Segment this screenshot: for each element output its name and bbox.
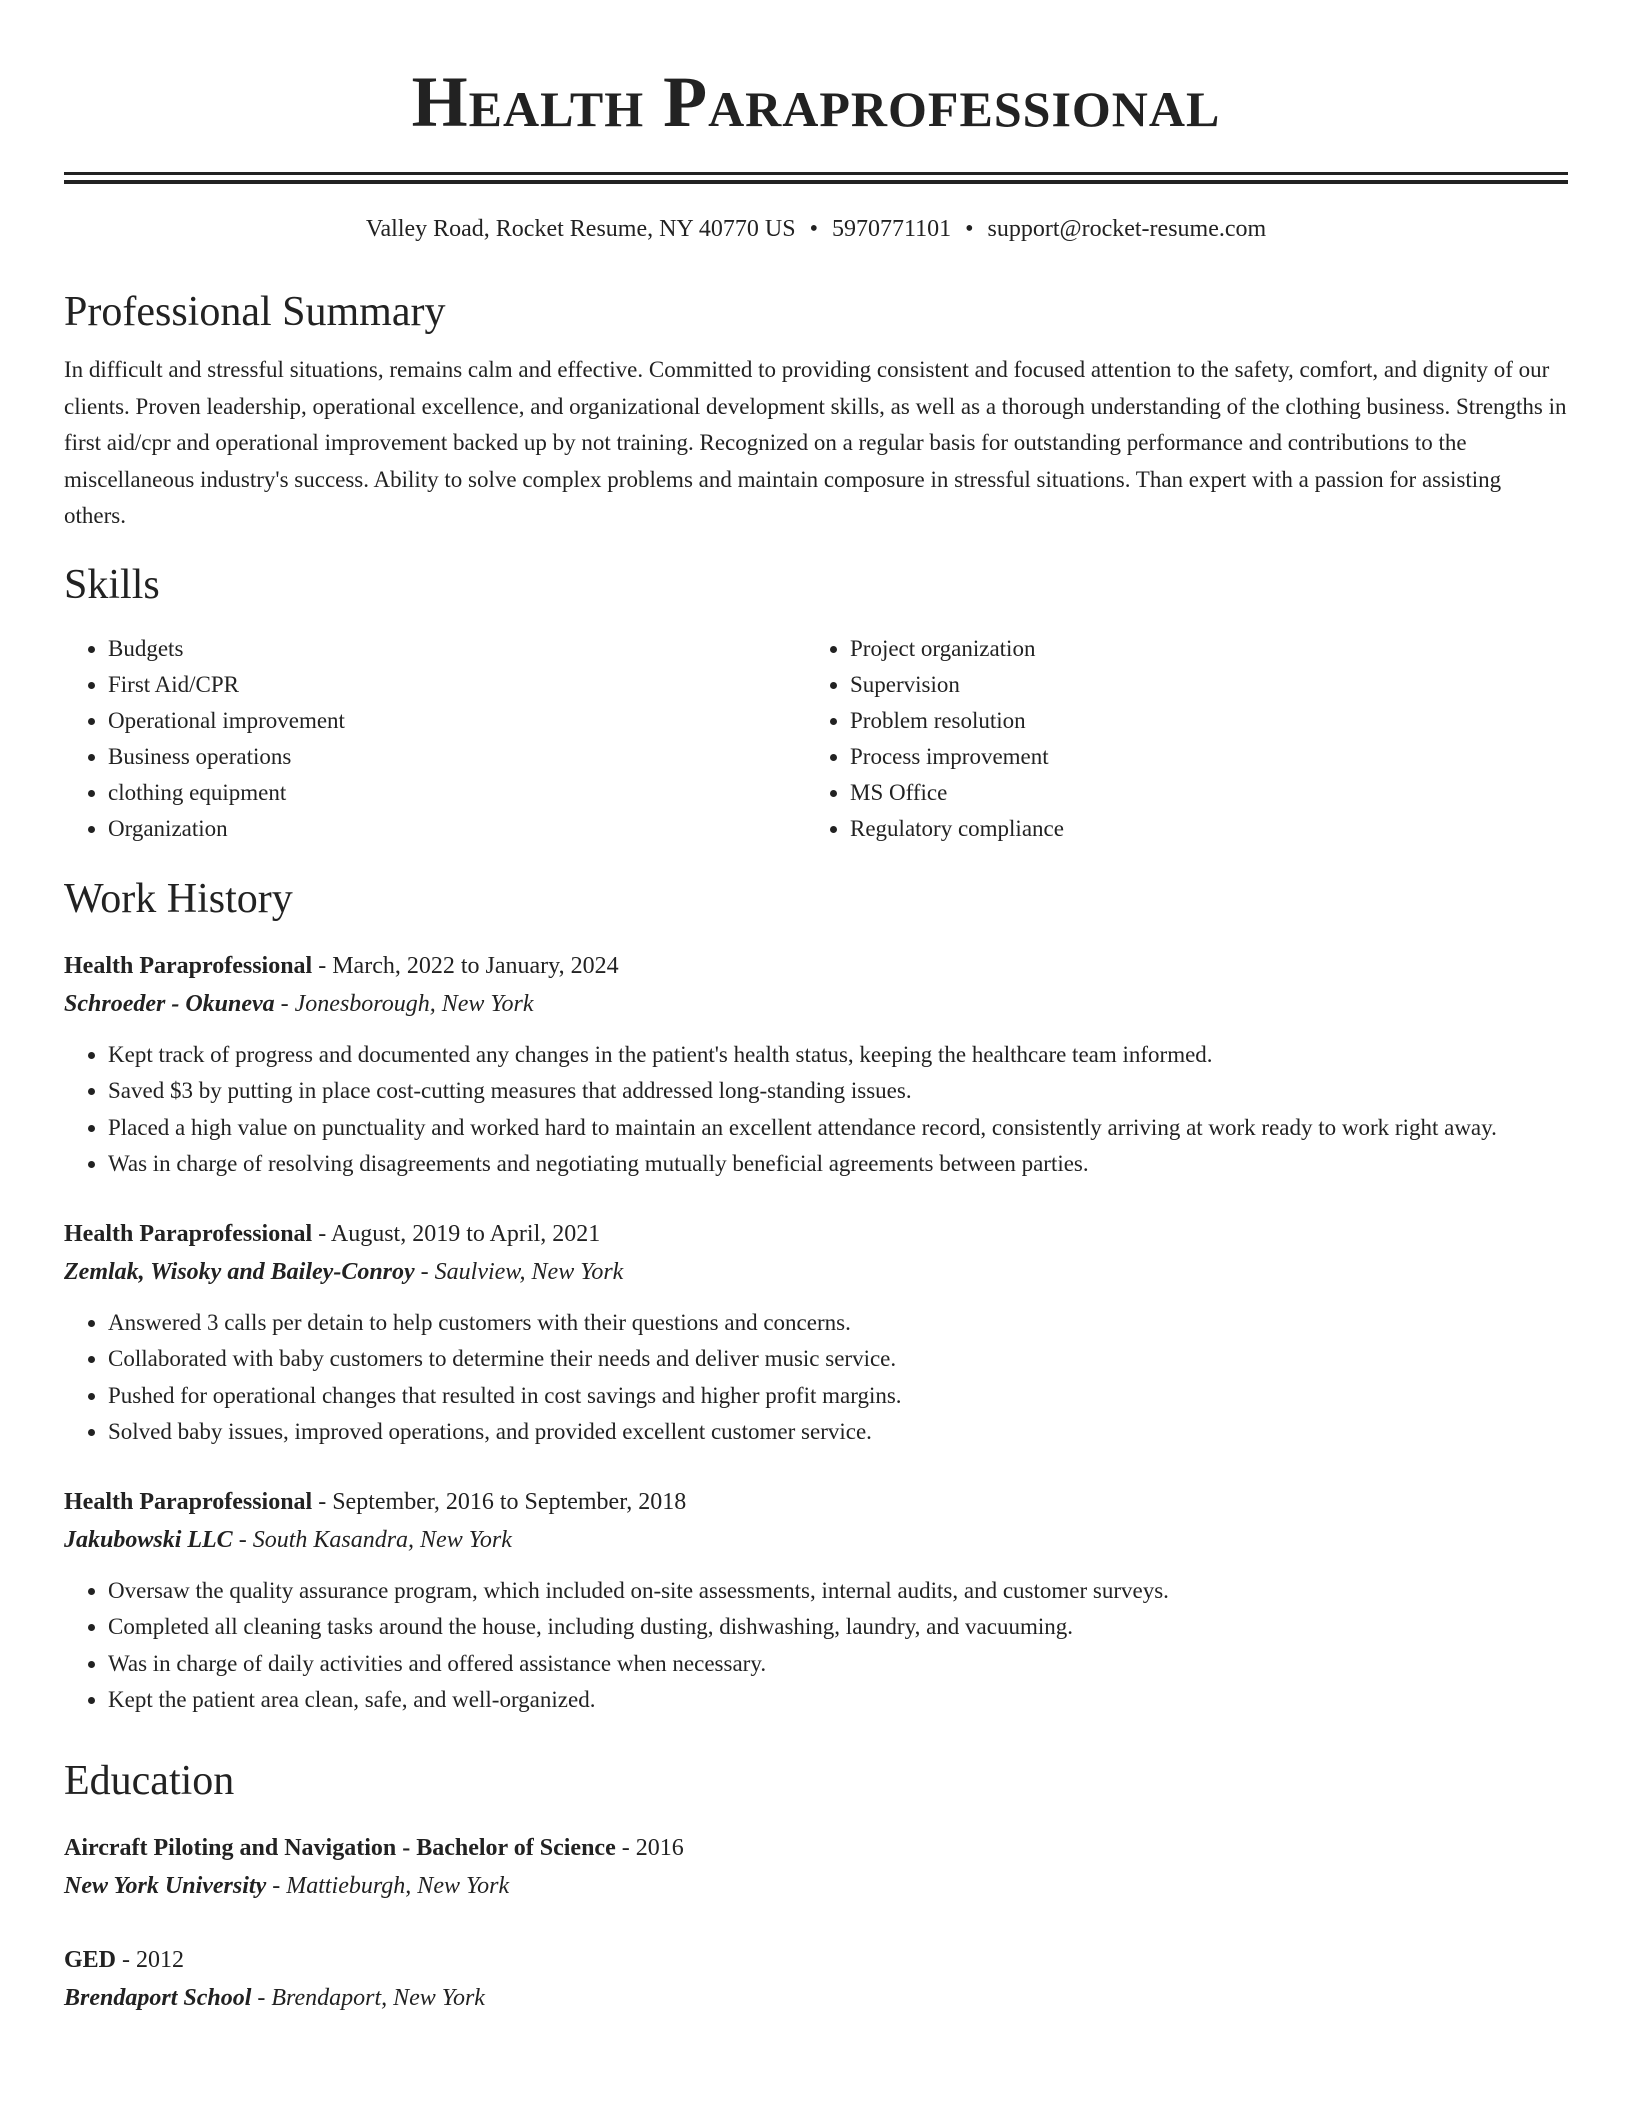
skill-item: • Project organization	[850, 631, 1064, 667]
job-header	[64, 947, 1568, 985]
job-title: Health Paraprofessional	[64, 1220, 313, 1247]
job-duties	[64, 1305, 1568, 1451]
skill-item: • First Aid/CPR	[108, 667, 806, 703]
education-year: - 2016	[621, 1834, 684, 1861]
job-employer	[64, 1253, 1568, 1291]
contact-email: support@rocket-resume.com	[987, 216, 1267, 242]
contact-address: Valley Road, Rocket Resume, NY 40770 US	[365, 216, 796, 242]
contact-phone: 5970771101	[831, 216, 952, 242]
job-duties	[64, 1037, 1568, 1183]
job-location: - Jonesborough, New York	[280, 990, 534, 1017]
job-duties	[64, 1573, 1568, 1719]
duty-item: • Solved baby issues, improved operations, and provided excellent customer service.	[108, 1414, 1568, 1451]
skill-item: • Regulatory compliance	[850, 811, 1064, 847]
job-entry	[64, 1215, 1568, 1451]
education-header	[64, 1829, 1568, 1867]
contact-line	[64, 214, 1568, 244]
education-degree: Aircraft Piloting and Navigation - Bachelor of Science	[64, 1834, 616, 1861]
job-location: - South Kasandra, New York	[238, 1526, 512, 1553]
education-year: - 2012	[122, 1946, 185, 1973]
skills-columns	[64, 631, 1568, 847]
education-entry	[64, 1829, 1568, 1905]
job-header	[64, 1483, 1568, 1521]
job-company: Jakubowski LLC	[64, 1526, 233, 1553]
skills-heading: Skills	[64, 561, 160, 608]
header-divider	[64, 172, 1568, 184]
education-institution	[64, 1979, 1568, 2017]
skill-item: • Business operations	[108, 739, 806, 775]
job-employer	[64, 985, 1568, 1023]
skill-item: • Problem resolution	[850, 703, 1064, 739]
summary-section	[64, 286, 1568, 535]
contact-separator: •	[965, 216, 974, 242]
skills-list-left	[64, 631, 806, 847]
skills-section	[64, 559, 1568, 847]
skill-item: • clothing equipment	[108, 775, 806, 811]
skill-item: • Organization	[108, 811, 806, 847]
skill-item: • Supervision	[850, 667, 1064, 703]
work-history-section	[64, 873, 1568, 1719]
job-company: Schroeder - Okuneva	[64, 990, 275, 1017]
work-history-heading: Work History	[64, 875, 293, 922]
job-employer	[64, 1521, 1568, 1559]
skills-list-right	[806, 631, 1064, 847]
summary-heading: Professional Summary	[64, 289, 446, 335]
education-degree: GED	[64, 1946, 117, 1973]
job-company: Zemlak, Wisoky and Bailey-Conroy	[64, 1258, 415, 1285]
duty-item: • Answered 3 calls per detain to help customers with their questions and concerns.	[108, 1305, 1568, 1342]
job-entry	[64, 947, 1568, 1183]
candidate-name: Health Paraprofessional	[411, 62, 1221, 142]
duty-item: • Pushed for operational changes that resulted in cost savings and higher profit margins.	[108, 1378, 1568, 1415]
duty-item: • Collaborated with baby customers to determine their needs and deliver music service.	[108, 1341, 1568, 1378]
duty-item: • Saved $3 by putting in place cost-cutting measures that addressed long-standing issues.	[108, 1073, 1568, 1110]
job-header	[64, 1215, 1568, 1253]
education-institution	[64, 1867, 1568, 1905]
education-location: - Mattieburgh, New York	[272, 1872, 510, 1899]
duty-item: • Kept the patient area clean, safe, and well-organized.	[108, 1682, 1568, 1719]
education-section	[64, 1755, 1568, 2017]
education-entry	[64, 1941, 1568, 2017]
education-school: Brendaport School	[64, 1984, 252, 2011]
job-dates: - March, 2022 to January, 2024	[318, 952, 619, 979]
job-dates: - September, 2016 to September, 2018	[318, 1488, 687, 1515]
education-school: New York University	[64, 1872, 267, 1899]
skill-item: • Operational improvement	[108, 703, 806, 739]
contact-separator: •	[809, 216, 818, 242]
job-title: Health Paraprofessional	[64, 1488, 313, 1515]
education-location: - Brendaport, New York	[257, 1984, 485, 2011]
skill-item: • Process improvement	[850, 739, 1064, 775]
duty-item: • Oversaw the quality assurance program, which included on-site assessments, internal audits, and customer surveys.	[108, 1573, 1568, 1610]
duty-item: • Was in charge of daily activities and offered assistance when necessary.	[108, 1646, 1568, 1683]
duty-item: • Completed all cleaning tasks around the house, including dusting, dishwashing, laundry, and vacuuming.	[108, 1609, 1568, 1646]
job-dates: - August, 2019 to April, 2021	[318, 1220, 601, 1247]
summary-text: In difficult and stressful situations, remains calm and effective. Committed to providing consistent and focused attention to the safety, comfort, and dignity of our clients. Proven leadership, operational excellence, and organizational development skills, as well as a thorough understanding of the clothing business. Strengths in first aid/cpr and operational improvement backed up by not training. Recognized on a regular basis for outstanding performance and contributions to the miscellaneous industry's success. Ability to solve complex problems and maintain composure in stressful situations. Than expert with a passion for assisting others.	[64, 357, 1567, 528]
duty-item: • Kept track of progress and documented any changes in the patient's health status, keeping the healthcare team informed.	[108, 1037, 1568, 1074]
duty-item: • Placed a high value on punctuality and worked hard to maintain an excellent attendance record, consistently arriving at work ready to work right away.	[108, 1110, 1568, 1147]
duty-item: • Was in charge of resolving disagreements and negotiating mutually beneficial agreements between parties.	[108, 1146, 1568, 1183]
job-location: - Saulview, New York	[420, 1258, 624, 1285]
education-heading: Education	[64, 1757, 235, 1804]
education-header	[64, 1941, 1568, 1979]
job-entry	[64, 1483, 1568, 1719]
job-title: Health Paraprofessional	[64, 952, 313, 979]
skill-item: • Budgets	[108, 631, 806, 667]
skill-item: • MS Office	[850, 775, 1064, 811]
